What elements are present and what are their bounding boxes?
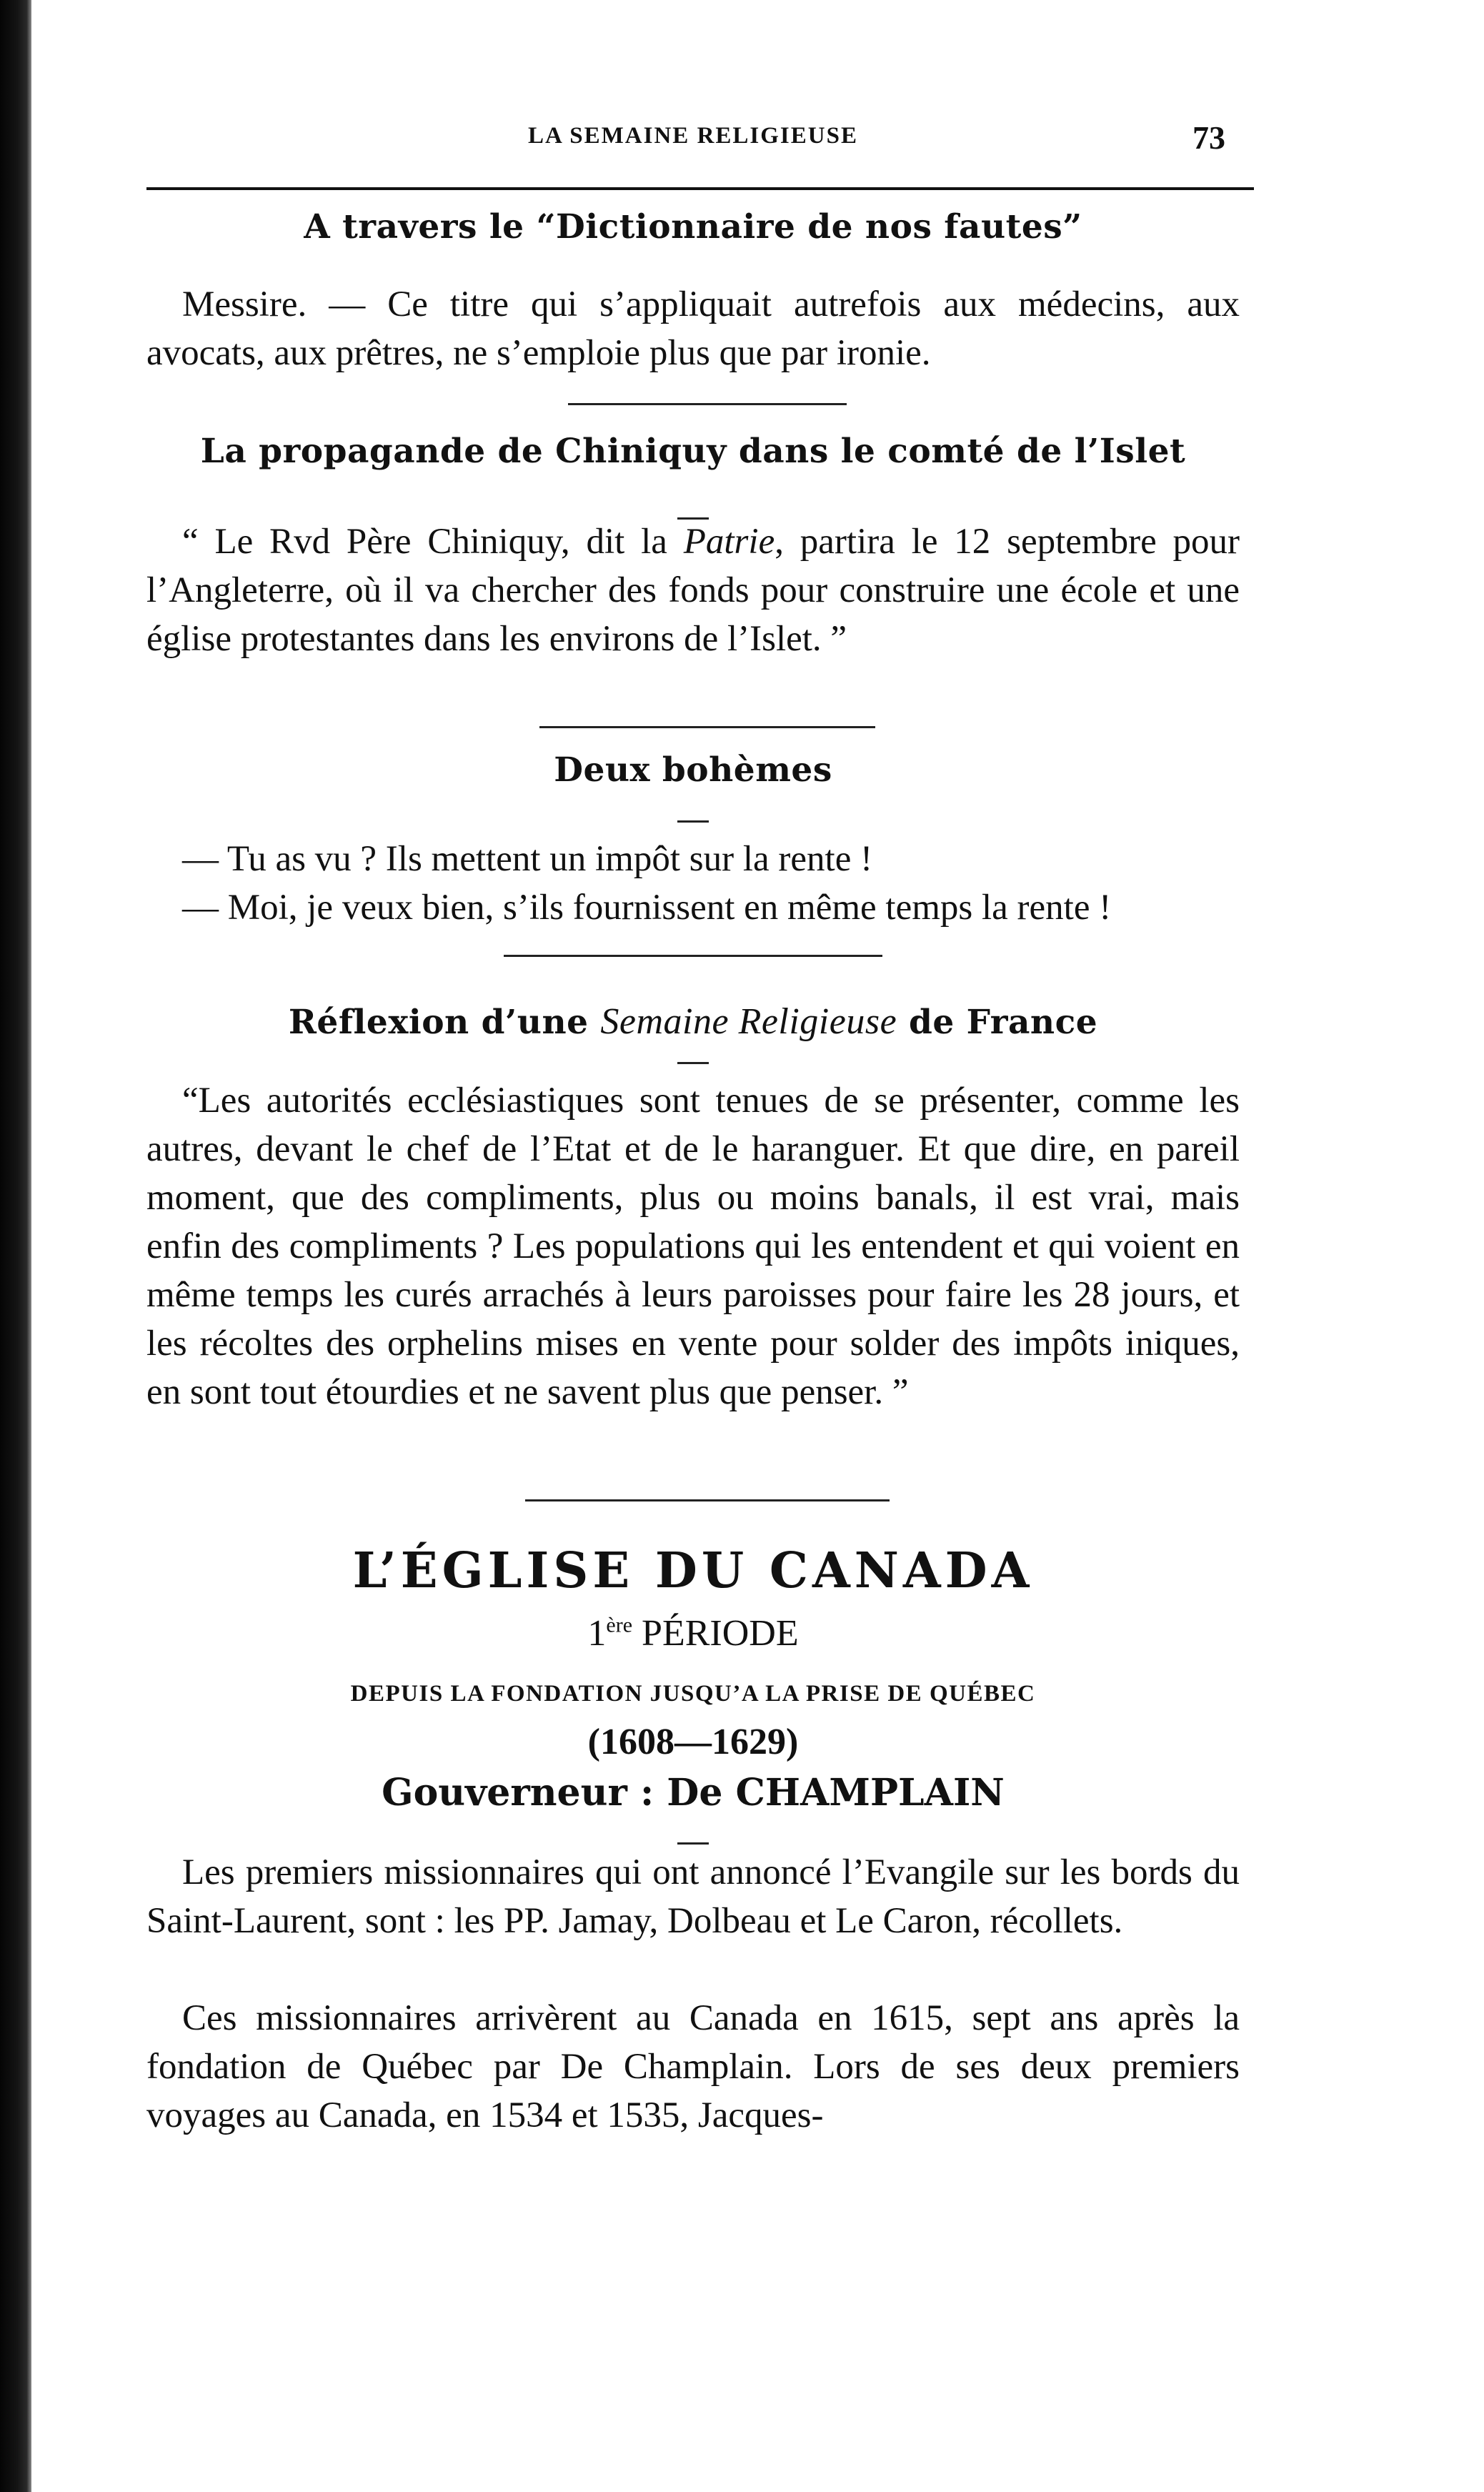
- document-page: [146, 0, 1240, 2492]
- paragraph-chiniquy: [146, 517, 1240, 663]
- running-head: [146, 119, 1240, 166]
- italic-semaine-religieuse: Semaine Religieuse: [600, 1001, 897, 1042]
- section-title-dictionnaire: A travers le “Dictionnaire de nos fautes”: [304, 207, 1082, 247]
- running-title: LA SEMAINE RELIGIEUSE: [528, 123, 858, 149]
- paragraph-arrivee: Ces missionnaires arrivèrent au Canada en 1615, sept ans après la fondation de Québec par De Champlain. Lors de ses deux premiers voyages au Canada, en 1534 et 1535, Jacques-: [146, 1998, 1240, 2135]
- text-span: “ Le Rvd Père Chiniquy, dit la: [182, 522, 684, 562]
- period-number: 1: [587, 1613, 607, 1654]
- text-span: Réflexion d’une: [288, 1003, 601, 1042]
- title-dash: [677, 1842, 709, 1845]
- section-title-bohemes: Deux bohèmes: [554, 750, 832, 790]
- page-number: 73: [1192, 119, 1225, 156]
- section-title-reflexion: [146, 1001, 1240, 1043]
- section-divider: [539, 726, 875, 728]
- period-ordinal: ère: [606, 1613, 633, 1637]
- dialogue-line-2: — Moi, je veux bien, s’ils fournissent en même temps la rente !: [182, 888, 1112, 928]
- paragraph-messire: Messire. — Ce titre qui s’appliquait autrefois aux médecins, aux avocats, aux prêtres, ne s’emploie plus que par ironie.: [146, 284, 1240, 373]
- header-rule: [146, 187, 1254, 190]
- period-dates: (1608—1629): [587, 1722, 799, 1762]
- scan-binding-edge: [0, 0, 31, 2492]
- title-dash: [677, 820, 709, 823]
- section-title-chiniquy: La propagande de Chiniquy dans le comté de l’Islet: [200, 432, 1186, 471]
- chapter-title: L’ÉGLISE DU CANADA: [352, 1542, 1034, 1599]
- period-word: PÉRIODE: [642, 1613, 799, 1654]
- period-heading: [146, 1612, 1240, 1654]
- italic-patrie: Patrie: [683, 522, 775, 562]
- section-divider: [525, 1499, 890, 1501]
- dialogue-line-1: — Tu as vu ? Ils mettent un impôt sur la rente !: [182, 839, 873, 879]
- period-subtitle: DEPUIS LA FONDATION JUSQU’A LA PRISE DE QUÉBEC: [350, 1681, 1036, 1707]
- section-divider: [504, 955, 882, 957]
- text-span: , partira le 12 septembre pour l’Angleterre, où il va chercher des fonds pour construire une école et une église protestantes dans les environs de l’Islet. ”: [146, 522, 1240, 659]
- paragraph-missionnaires: Les premiers missionnaires qui ont annoncé l’Evangile sur les bords du Saint-Laurent, sont : les PP. Jamay, Dolbeau et Le Caron, récollets.: [146, 1852, 1240, 1941]
- section-divider: [568, 403, 847, 405]
- paragraph-reflexion: “Les autorités ecclésiastiques sont tenues de se présenter, comme les autres, devant le chef de l’Etat et de le haranguer. Et que dire, en pareil moment, que des compliments, plus ou moins banals, il est vrai, mais enfin des compliments ? Les populations qui les entendent et qui voient en même temps les curés arrachés à leurs paroisses pour faire les 28 jours, et les récoltes des orphelins mises en vente pour solder des impôts iniques, en sont tout étourdies et ne savent plus que penser. ”: [146, 1081, 1240, 1412]
- governor-heading: Gouverneur : De CHAMPLAIN: [382, 1771, 1005, 1815]
- title-dash: [677, 1062, 709, 1064]
- text-span: de France: [897, 1003, 1098, 1042]
